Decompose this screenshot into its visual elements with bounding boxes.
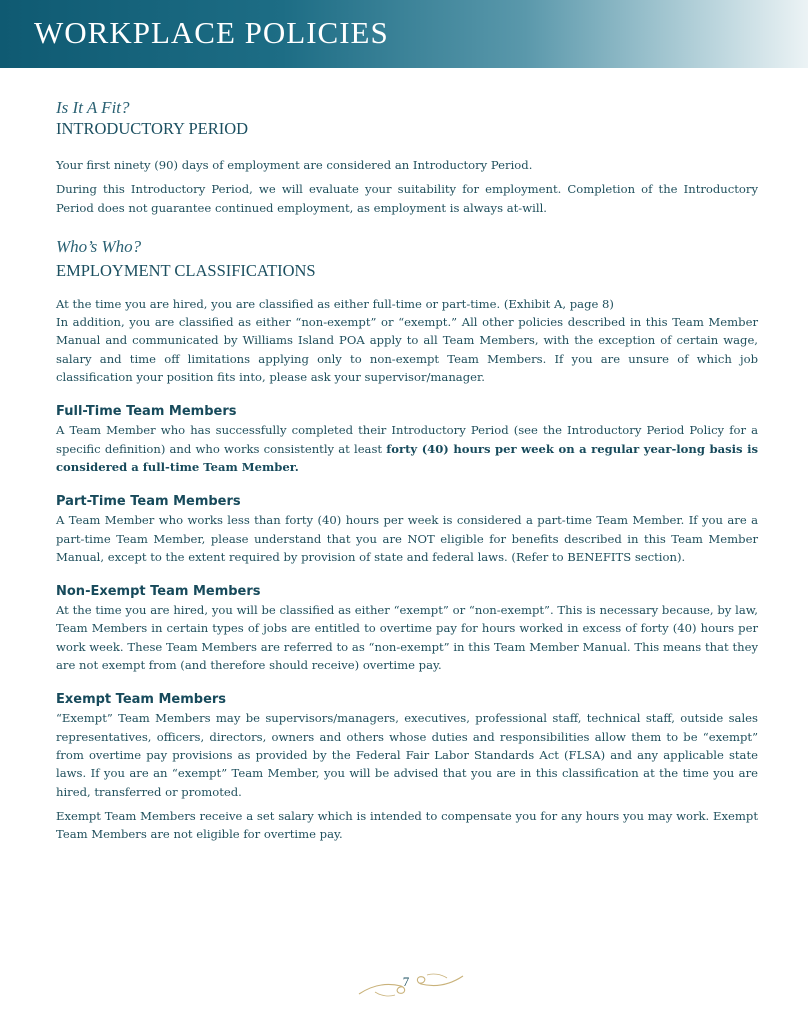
paragraph: Exempt Team Members receive a set salary which is intended to compensate you for any hours you may work. Exempt Team Members are not eligible for overtime pay. — [56, 808, 758, 842]
section-heading: INTRODUCTORY PERIOD — [56, 119, 249, 138]
exempt-section — [56, 691, 758, 843]
paragraph: At the time you are hired, you will be classified as either “exempt” or “non-exempt”. This is necessary because, by law, Team Members in certain types of jobs are entitled to overtime pay for hours worked in excess of forty (40) hours per work week. These Team Members are referred to as “non-exempt” in this Team Member Manual. This means that they are not exempt from (and therefore should receive) overtime pay. — [56, 603, 758, 673]
full-time-section — [56, 403, 758, 476]
paragraph: In addition, you are classified as either “non-exempt” or “exempt.” All other policies described in this Team Member Manual and communicated by Williams Island POA apply to all Team Members, with the exception of certain wage, salary and time off limitations applying only to non-exempt Team Members. If you are unsure of which job classification your position fits into, please ask your supervisor/manager. — [56, 315, 758, 385]
part-time-section — [56, 493, 758, 566]
subsection-title: Part-Time Team Members — [56, 494, 241, 510]
page-number: 7 — [402, 974, 410, 989]
header-banner — [0, 0, 808, 68]
paragraph: During this Introductory Period, we will evaluate your suitability for employment. Completion of the Introductory Period does not guarantee continued employment, as employment is always at-will. — [56, 182, 758, 215]
section-heading: EMPLOYMENT CLASSIFICATIONS — [56, 260, 316, 280]
page-footer — [0, 968, 808, 1004]
subsection-title: Non-Exempt Team Members — [56, 584, 261, 600]
subsection-title: Exempt Team Members — [56, 692, 227, 708]
subsection-title: Full-Time Team Members — [56, 404, 237, 420]
paragraph: “Exempt” Team Members may be supervisors/managers, executives, professional staff, technical staff, outside sales representatives, officers, directors, owners and others whose duties and responsibilities allow them to be “exempt” from overtime pay provisions as provided by the Federal Fair Labor Standards Act (FLSA) and any applicable state laws. If you are an “exempt” Team Member, you will be advised that you are in this classification at the time you are hired, transferred or promoted. — [56, 711, 758, 799]
document-body — [56, 98, 758, 849]
paragraph: At the time you are hired, you are classified as either full-time or part-time. (Exhibit A, page 8) — [56, 296, 614, 311]
paragraph: Your first ninety (90) days of employment are considered an Introductory Period. — [56, 158, 533, 172]
bold-text: forty (40) hours per week on a regular year-long basis is considered a full-time Team Member. — [56, 441, 759, 474]
non-exempt-section — [56, 583, 758, 674]
paragraph-text: A Team Member who has successfully completed their Introductory Period (see the Introductory Period Policy for a specific definition) and who works consistently at least — [56, 423, 758, 456]
section-kicker: Is It A Fit? — [56, 98, 130, 117]
paragraph: A Team Member who works less than forty (40) hours per week is considered a part-time Team Member. If you are a part-time Team Member, please understand that you are NOT eligible for benefits described in this Team Member Manual, except to the extent required by provision of state and federal laws. (Refer to BENEFITS section). — [56, 513, 758, 564]
page-title: WORKPLACE POLICIES — [34, 15, 389, 50]
introductory-period-section — [56, 98, 758, 217]
paragraph — [56, 421, 758, 476]
employment-classifications-section — [56, 237, 758, 386]
section-kicker: Who’s Who? — [56, 236, 142, 256]
